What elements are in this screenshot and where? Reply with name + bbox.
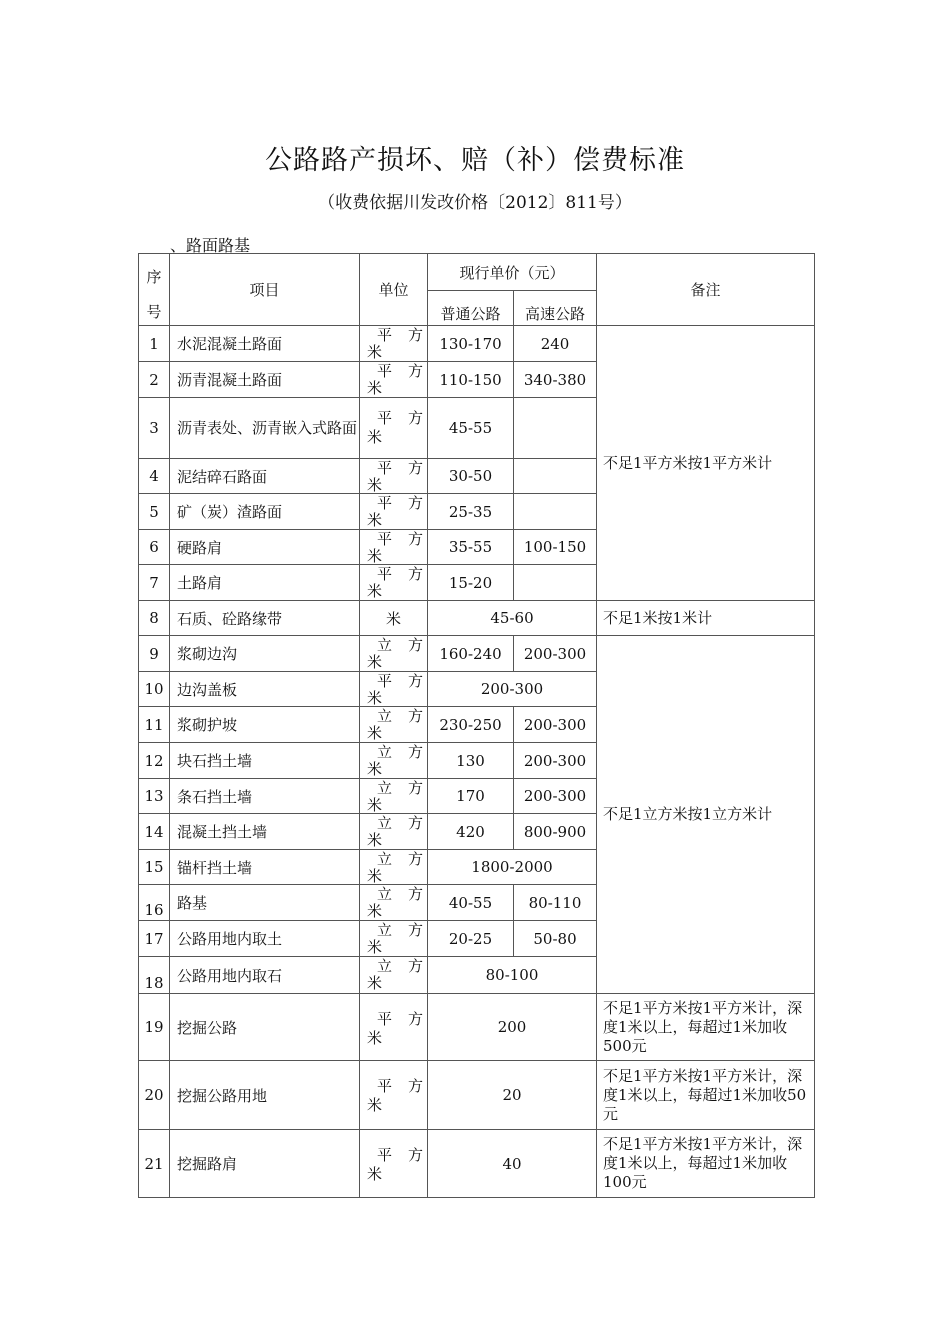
- row-no: 8: [139, 601, 170, 636]
- row-unit: 立 方 米: [360, 885, 428, 921]
- row-unit: 立 方 米: [360, 636, 428, 672]
- row-ordinary-price: 15-20: [428, 565, 514, 601]
- row-item: 锚杆挡土墙: [170, 850, 360, 885]
- row-unit: 平 方 米: [360, 326, 428, 362]
- row-no: 6: [139, 530, 170, 565]
- row-price-merged: 20: [428, 1061, 597, 1130]
- row-item: 浆砌边沟: [170, 636, 360, 672]
- remark-row-21: 不足1平方米按1平方米计，深度1米以上，每超过1米加收100元: [597, 1130, 815, 1198]
- row-ordinary-price: 130: [428, 743, 514, 779]
- row-expressway-price: 200-300: [514, 707, 597, 743]
- row-item: 混凝土挡土墙: [170, 814, 360, 850]
- row-item: 条石挡土墙: [170, 779, 360, 814]
- row-no: 11: [139, 707, 170, 743]
- remark-row-20: 不足1平方米按1平方米计，深度1米以上，每超过1米加收50元: [597, 1061, 815, 1130]
- row-unit: 平 方 米: [360, 565, 428, 601]
- row-price-merged: 1800-2000: [428, 850, 597, 885]
- row-price-merged: 45-60: [428, 601, 597, 636]
- row-ordinary-price: 40-55: [428, 885, 514, 921]
- row-unit: 平 方 米: [360, 398, 428, 459]
- row-item: 沥青混凝土路面: [170, 362, 360, 398]
- row-unit: 平 方 米: [360, 459, 428, 494]
- row-unit: 平 方 米: [360, 530, 428, 565]
- row-expressway-price: 200-300: [514, 743, 597, 779]
- row-expressway-price: 200-300: [514, 636, 597, 672]
- row-item: 土路肩: [170, 565, 360, 601]
- row-no: 3: [139, 398, 170, 459]
- row-no: 19: [139, 994, 170, 1061]
- row-unit: 立 方 米: [360, 850, 428, 885]
- table-row: [139, 636, 815, 672]
- row-item: 浆砌护坡: [170, 707, 360, 743]
- row-price-merged: 80-100: [428, 957, 597, 994]
- row-no: 20: [139, 1061, 170, 1130]
- row-item: 挖掘路肩: [170, 1130, 360, 1198]
- row-item: 泥结碎石路面: [170, 459, 360, 494]
- row-ordinary-price: 230-250: [428, 707, 514, 743]
- header-row: [139, 254, 815, 291]
- row-ordinary-price: 35-55: [428, 530, 514, 565]
- row-no: 10: [139, 672, 170, 707]
- row-item: 块石挡土墙: [170, 743, 360, 779]
- row-ordinary-price: 30-50: [428, 459, 514, 494]
- remark-square-meter: 不足1平方米按1平方米计: [597, 326, 815, 601]
- table-row: [139, 1130, 815, 1198]
- row-unit: 立 方 米: [360, 779, 428, 814]
- header-item: 项目: [170, 254, 360, 326]
- header-remarks: 备注: [597, 254, 815, 326]
- table-row: [139, 1061, 815, 1130]
- row-expressway-price: 240: [514, 326, 597, 362]
- remark-meter: 不足1米按1米计: [597, 601, 815, 636]
- row-no: 14: [139, 814, 170, 850]
- row-no: 21: [139, 1130, 170, 1198]
- row-expressway-price: [514, 459, 597, 494]
- row-unit: 平 方 米: [360, 994, 428, 1061]
- row-no: 4: [139, 459, 170, 494]
- row-price-merged: 200-300: [428, 672, 597, 707]
- row-item: 公路用地内取石: [170, 957, 360, 994]
- row-unit: 立 方 米: [360, 707, 428, 743]
- row-item: 水泥混凝土路面: [170, 326, 360, 362]
- row-unit: 立 方 米: [360, 957, 428, 994]
- row-unit: 立 方 米: [360, 921, 428, 957]
- row-item: 矿（炭）渣路面: [170, 494, 360, 530]
- row-unit: 平 方 米: [360, 1061, 428, 1130]
- header-unit: 单位: [360, 254, 428, 326]
- document-subtitle: （收费依据川发改价格〔2012〕811号）: [318, 193, 632, 213]
- row-expressway-price: 340-380: [514, 362, 597, 398]
- table-row: [139, 994, 815, 1061]
- section-label: 、路面路基: [170, 236, 251, 255]
- row-no: 2: [139, 362, 170, 398]
- row-item: 边沟盖板: [170, 672, 360, 707]
- row-no: 9: [139, 636, 170, 672]
- table-row: [139, 326, 815, 362]
- remark-cubic-meter: 不足1立方米按1立方米计: [597, 636, 815, 994]
- row-unit: 平 方 米: [360, 672, 428, 707]
- row-expressway-price: [514, 494, 597, 530]
- row-unit: 平 方 米: [360, 362, 428, 398]
- row-no: 7: [139, 565, 170, 601]
- row-no: 12: [139, 743, 170, 779]
- row-no: 18: [139, 957, 170, 994]
- remark-row-19: 不足1平方米按1平方米计，深度1米以上，每超过1米加收500元: [597, 994, 815, 1061]
- row-no: 15: [139, 850, 170, 885]
- row-price-merged: 200: [428, 994, 597, 1061]
- header-ordinary: 普通公路: [428, 291, 514, 326]
- row-item: 挖掘公路用地: [170, 1061, 360, 1130]
- row-no: 5: [139, 494, 170, 530]
- row-item: 路基: [170, 885, 360, 921]
- row-item: 公路用地内取土: [170, 921, 360, 957]
- row-expressway-price: [514, 398, 597, 459]
- row-unit: 平 方 米: [360, 494, 428, 530]
- header-price: 现行单价（元）: [428, 254, 597, 291]
- row-expressway-price: [514, 565, 597, 601]
- row-ordinary-price: 130-170: [428, 326, 514, 362]
- table-row: [139, 601, 815, 636]
- row-ordinary-price: 420: [428, 814, 514, 850]
- row-item: 挖掘公路: [170, 994, 360, 1061]
- row-expressway-price: 800-900: [514, 814, 597, 850]
- row-item: 硬路肩: [170, 530, 360, 565]
- row-ordinary-price: 110-150: [428, 362, 514, 398]
- document-title: 公路路产损坏、赔（补）偿费标准: [265, 145, 685, 176]
- row-expressway-price: 50-80: [514, 921, 597, 957]
- row-no: 17: [139, 921, 170, 957]
- row-ordinary-price: 20-25: [428, 921, 514, 957]
- row-unit: 米: [360, 601, 428, 636]
- row-expressway-price: 100-150: [514, 530, 597, 565]
- row-unit: 立 方 米: [360, 743, 428, 779]
- row-no: 16: [139, 885, 170, 921]
- row-expressway-price: 200-300: [514, 779, 597, 814]
- row-no: 13: [139, 779, 170, 814]
- row-ordinary-price: 45-55: [428, 398, 514, 459]
- row-item: 石质、砼路缘带: [170, 601, 360, 636]
- row-ordinary-price: 160-240: [428, 636, 514, 672]
- row-item: 沥青表处、沥青嵌入式路面: [170, 398, 360, 459]
- row-unit: 平 方 米: [360, 1130, 428, 1198]
- row-ordinary-price: 170: [428, 779, 514, 814]
- row-unit: 立 方 米: [360, 814, 428, 850]
- fee-table: [138, 253, 815, 1198]
- row-expressway-price: 80-110: [514, 885, 597, 921]
- row-no: 1: [139, 326, 170, 362]
- row-ordinary-price: 25-35: [428, 494, 514, 530]
- header-seq: 序 号: [139, 254, 170, 326]
- header-expressway: 高速公路: [514, 291, 597, 326]
- row-price-merged: 40: [428, 1130, 597, 1198]
